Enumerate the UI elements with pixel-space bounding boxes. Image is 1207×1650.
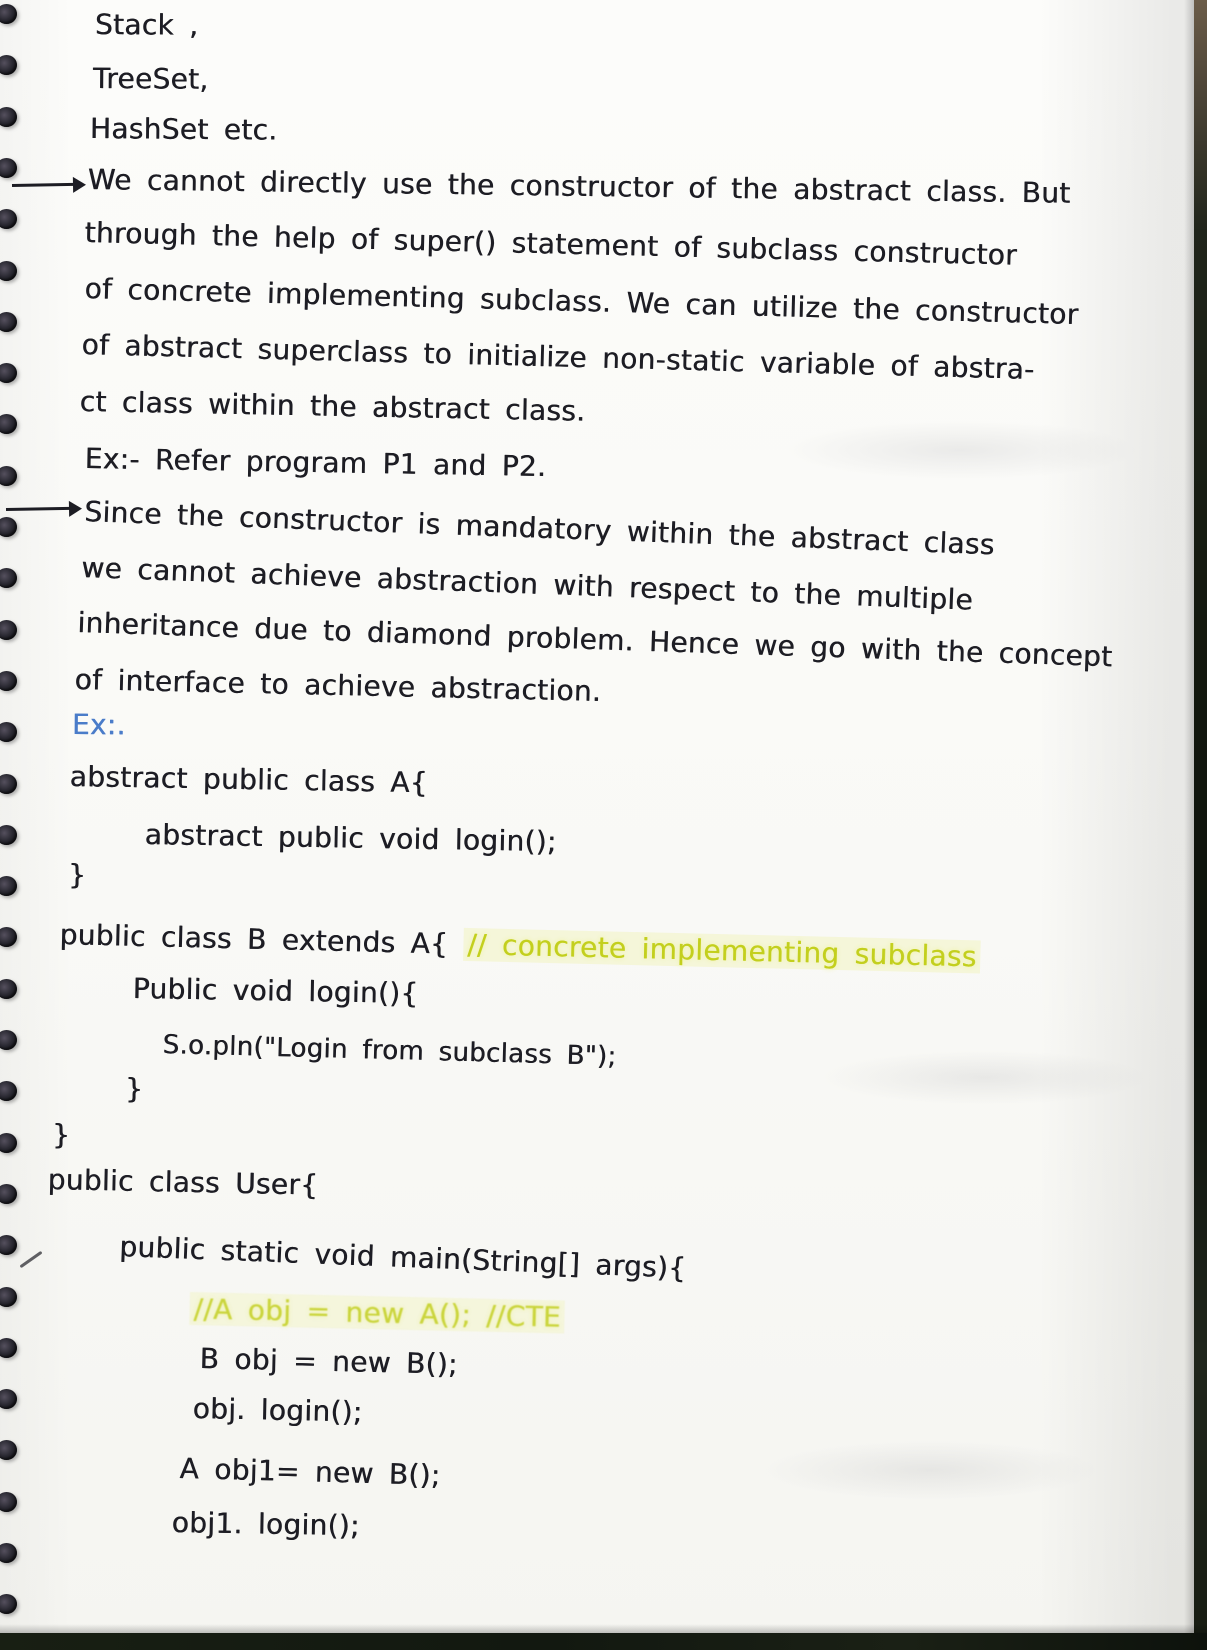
binding-hole bbox=[0, 1594, 17, 1614]
code-line: abstract public void login(); bbox=[144, 818, 557, 859]
paper-edge-shadow bbox=[0, 1624, 1207, 1633]
binding-hole bbox=[0, 312, 17, 332]
code-line: public static void main(String[] args){ bbox=[118, 1230, 687, 1285]
photo-edge-right bbox=[1194, 0, 1207, 1650]
binding-hole bbox=[0, 466, 17, 486]
example-label: Ex:. bbox=[71, 708, 126, 742]
code-comment: // concrete implementing subclass bbox=[463, 928, 981, 974]
paper-edge-shadow bbox=[1184, 0, 1194, 1650]
binding-hole bbox=[0, 1184, 17, 1204]
binding-hole bbox=[0, 568, 17, 588]
code-line: } bbox=[68, 858, 87, 891]
code-line: B obj = new B(); bbox=[199, 1342, 459, 1381]
code-line bbox=[59, 918, 981, 973]
binding-hole bbox=[0, 774, 17, 794]
binding-hole bbox=[0, 1030, 17, 1050]
list-item-stack: Stack , bbox=[94, 8, 199, 42]
binding-hole bbox=[0, 927, 17, 947]
code-line: abstract public class A{ bbox=[69, 760, 429, 800]
binding-hole bbox=[0, 107, 17, 127]
code-line: obj1. login(); bbox=[171, 1506, 360, 1543]
binding-hole bbox=[0, 1440, 17, 1460]
binding-hole bbox=[0, 363, 17, 383]
para-line: of interface to achieve abstraction. bbox=[74, 663, 602, 708]
code-line: Public void login(){ bbox=[132, 972, 419, 1010]
paper-smudge bbox=[820, 1050, 1150, 1105]
binding-hole bbox=[0, 158, 17, 178]
code-line: A obj1= new B(); bbox=[179, 1452, 441, 1492]
arrow-icon bbox=[6, 507, 70, 511]
binding-hole bbox=[0, 1338, 17, 1358]
binding-hole bbox=[0, 261, 17, 281]
binding-hole bbox=[0, 414, 17, 434]
para-line: we cannot achieve abstraction with respect to the multiple bbox=[80, 551, 974, 617]
para-line: ct class within the abstract class. bbox=[79, 385, 586, 428]
photo-edge-bottom bbox=[0, 1633, 1207, 1650]
binding-hole bbox=[0, 722, 17, 742]
binding-hole bbox=[0, 4, 17, 24]
code-line: S.o.pln("Login from subclass B"); bbox=[162, 1030, 617, 1072]
code-comment-line: //A obj = new A(); //CTE bbox=[189, 1292, 565, 1334]
spiral-binding-holes bbox=[0, 0, 30, 1650]
binding-hole bbox=[0, 1133, 17, 1153]
para-line: through the help of super() statement of subclass constructor bbox=[84, 216, 1018, 272]
arrow-icon bbox=[12, 183, 74, 187]
paper-smudge bbox=[760, 1440, 1100, 1500]
binding-hole bbox=[0, 517, 17, 537]
binding-hole bbox=[0, 55, 17, 75]
binding-hole bbox=[0, 876, 17, 896]
binding-hole bbox=[0, 1543, 17, 1563]
binding-hole bbox=[0, 825, 17, 845]
list-item-treeset: TreeSet, bbox=[92, 62, 209, 96]
binding-hole bbox=[0, 671, 17, 691]
list-item-hashset: HashSet etc. bbox=[89, 112, 278, 147]
para-line: We cannot directly use the constructor of the abstract class. But bbox=[87, 163, 1071, 210]
code-line: } bbox=[125, 1072, 144, 1105]
binding-hole bbox=[0, 1287, 17, 1307]
binding-hole bbox=[0, 209, 17, 229]
para-line: Since the constructor is mandatory within the abstract class bbox=[83, 495, 996, 562]
example-reference-line: Ex:- Refer program P1 and P2. bbox=[84, 442, 547, 484]
code-line: obj. login(); bbox=[192, 1392, 363, 1429]
para-line: inheritance due to diamond problem. Hence we go with the concept bbox=[76, 606, 1113, 674]
binding-hole bbox=[0, 979, 17, 999]
binding-hole bbox=[0, 620, 17, 640]
para-line: of abstract superclass to initialize non-static variable of abstra- bbox=[81, 328, 1035, 386]
binding-hole bbox=[0, 1235, 17, 1255]
code-text: public class B extends A{ bbox=[59, 918, 449, 961]
binding-hole bbox=[0, 1389, 17, 1409]
code-line: } bbox=[52, 1118, 71, 1151]
para-line: of concrete implementing subclass. We can utilize the constructor bbox=[84, 272, 1079, 332]
paper-smudge bbox=[780, 420, 1140, 480]
binding-hole bbox=[0, 1081, 17, 1101]
code-line: public class User{ bbox=[47, 1163, 319, 1202]
binding-hole bbox=[0, 1492, 17, 1512]
